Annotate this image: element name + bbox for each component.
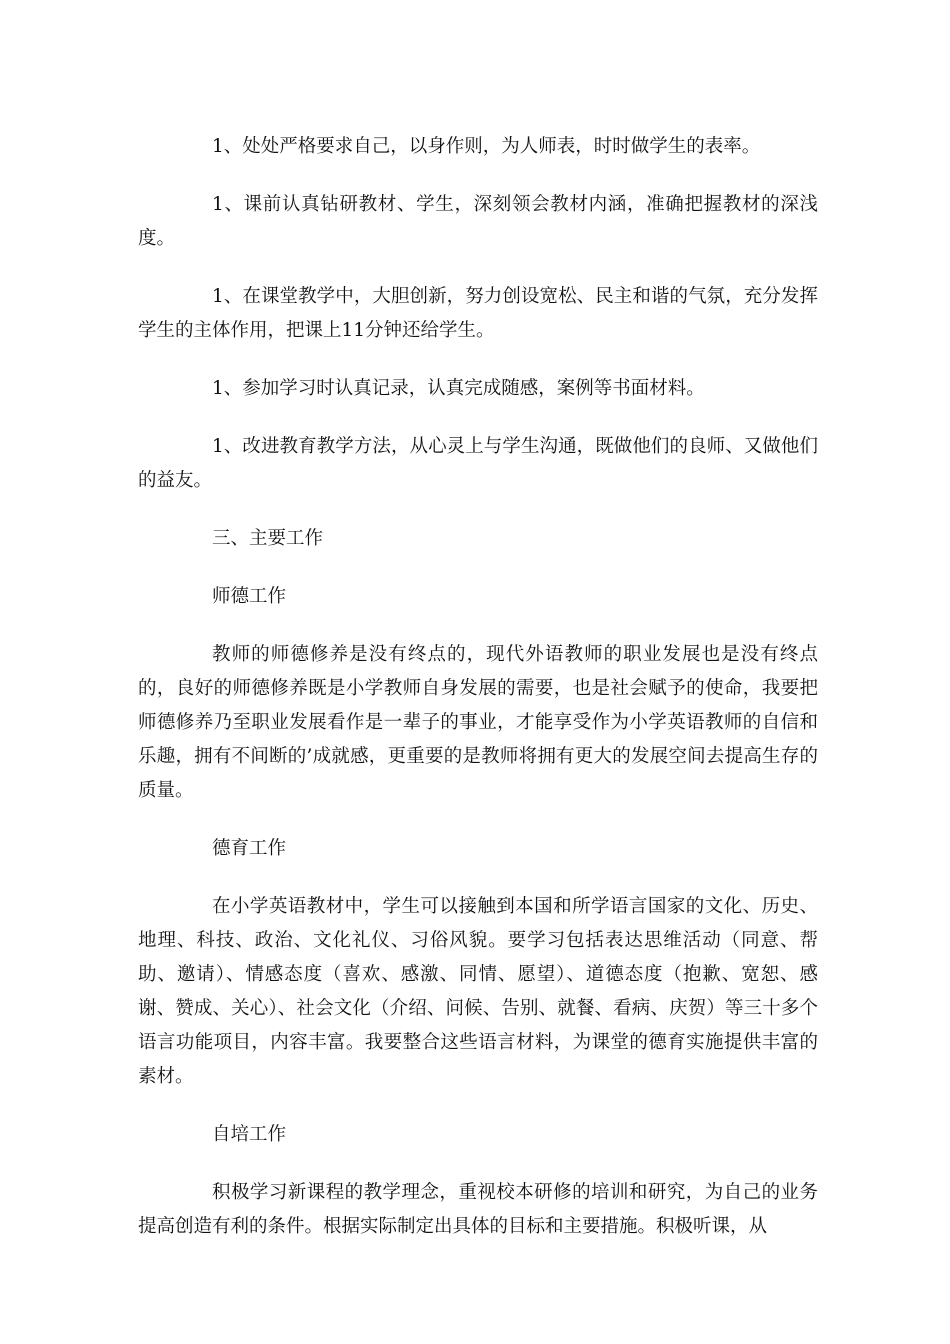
document-body <box>138 130 818 1268</box>
subheading-moral-education: 德育工作 <box>212 838 287 859</box>
item-self-discipline: 1、处处严格要求自己，以身作则，为人师表，时时做学生的表率。 <box>212 136 761 157</box>
item-study-materials: 1、课前认真钻研教材、学生，深刻领会教材内涵，准确把握教材的深浅度。 <box>138 194 818 249</box>
item-classroom-innovation: 1、在课堂教学中，大胆创新，努力创设宽松、民主和谐的气氛，充分发挥学生的主体作用，把课上11分钟还给学生。 <box>138 286 818 341</box>
subheading-self-training: 自培工作 <box>212 1124 287 1145</box>
para-moral-education: 在小学英语教材中，学生可以接触到本国和所学语言国家的文化、历史、地理、科技、政治、文化礼仪、习俗风貌。要学习包括表达思维活动（同意、帮助、邀请）、情感态度（喜欢、感激、同情、愿望）、道德态度（抱歉、宽恕、感谢、赞成、关心）、社会文化（介绍、问候、告别、就餐、看病、庆贺）等三十多个语言功能项目，内容丰富。我要整合这些语言材料，为课堂的德育实施提供丰富的素材。 <box>138 896 818 1087</box>
section-main-work: 三、主要工作 <box>212 528 324 549</box>
item-study-records: 1、参加学习时认真记录，认真完成随感，案例等书面材料。 <box>212 378 705 399</box>
para-teacher-ethics: 教师的师德修养是没有终点的，现代外语教师的职业发展也是没有终点的，良好的师德修养既是小学教师自身发展的需要，也是社会赋予的使命，我要把师德修养乃至职业发展看作是一辈子的事业，才能享受作为小学英语教师的自信和乐趣，拥有不间断的’成就感，更重要的是教师将拥有更大的发展空间去提高生存的质量。 <box>138 644 818 801</box>
para-self-training: 积极学习新课程的教学理念，重视校本研修的培训和研究，为自己的业务提高创造有利的条件。根据实际制定出具体的目标和主要措施。积极听课，从 <box>138 1182 818 1237</box>
subheading-teacher-ethics: 师德工作 <box>212 586 287 607</box>
item-teaching-methods: 1、改进教育教学方法，从心灵上与学生沟通，既做他们的良师、又做他们的益友。 <box>138 436 818 491</box>
